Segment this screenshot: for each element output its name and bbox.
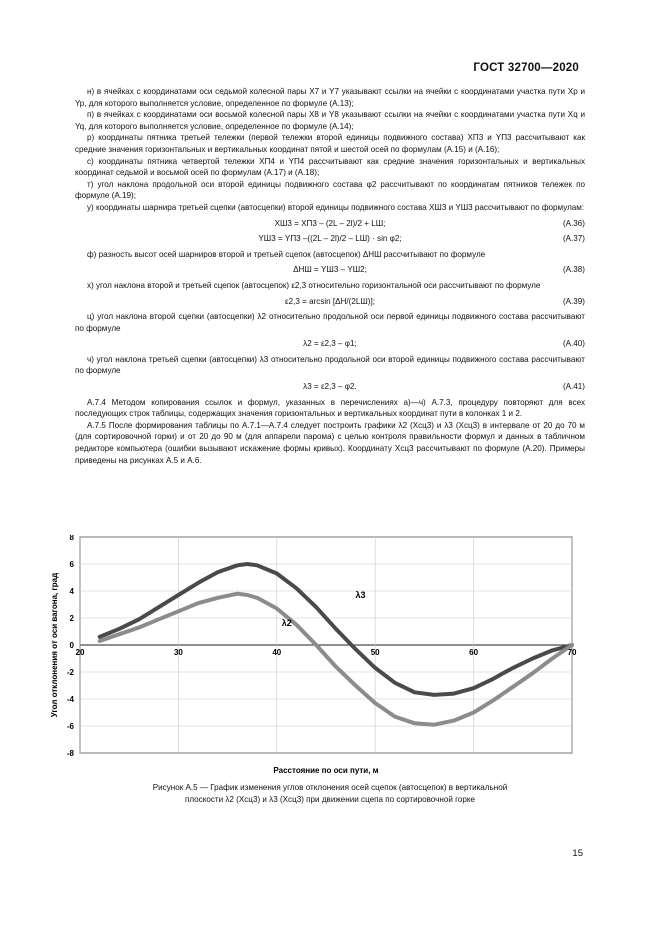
x-tick-label: 50 [370,648,380,657]
series-label-lambda2: λ2 [281,618,292,629]
y-axis-label: Угол отклонения от оси вагона, град [50,572,59,718]
x-tick-label: 20 [75,648,85,657]
paragraph-a75: А.7.5 После формирования таблицы по А.7.1—А.7.4 следует построить графики λ2 (Xсц3) и λ3 (Xсц3) в интервале от 20 до 70 м (для сортировочной горки) и от 20 до 90 м (для аппарели парома) с целью контроля правильности формул и данных в табличном редакторе компьютера (ошибки вызывают искажение формы кривых). Координату Xсц3 рассчитывают по формуле (А.20). Примеры приведены на рисунках А.5 и А.6. [75,420,585,465]
formula-number: (А.39) [562,296,585,306]
body-text [75,86,585,466]
y-tick-label: -6 [66,722,74,731]
formula-number: (А.36) [562,218,585,228]
formula-expr: YШ3 = YП3 –((2L – 2l)/2 – LШ) · sin φ2; [258,234,402,244]
paragraph-p: п) в ячейках с координатами оси восьмой колесной пары X8 и Y8 указывают ссылки на ячейки с координатами участка пути Xq и Yq, для которого выполняется условие, определенное по формуле (А.14); [75,110,585,131]
formula-expr: λ3 = ε2,3 – φ2. [303,382,357,392]
paragraph-h: х) угол наклона второй и третьей сцепок (автосцепок) ε2,3 относительно горизонтальной оси рассчитывают по формуле [87,280,541,290]
formula-number: (А.38) [562,265,585,275]
formula-a38 [75,264,585,276]
paragraph-s: с) координаты пятника четвертой тележки XП4 и YП4 рассчитывают как средние значения горизонтальных и вертикальных координат седьмой и восьмой осей по формулам (А.17) и (А.18); [75,156,585,178]
formula-expr: λ2 = ε2,3 – φ1; [303,339,357,349]
y-tick-label: 0 [69,641,74,650]
y-tick-label: -8 [66,749,74,758]
formula-a36 [75,218,585,230]
formula-a37 [75,233,585,245]
paragraph-a74: А.7.4 Методом копирования ссылок и формул, указанных в перечислениях а)—ч) А.7.3, процедуру повторяют для всех последующих строк таблицы, содержащих значения горизонтальных и вертикальных координат пути в колонках 1 и 2. [75,397,585,419]
y-tick-label: -2 [66,668,74,677]
formula-a41 [75,381,585,393]
formula-expr: ε2,3 = arcsin [ΔH/(2LШ)]; [285,296,375,306]
page-number: 15 [572,848,583,859]
formula-expr: XШ3 = XП3 – (2L – 2l)/2 + LШ; [274,218,386,228]
angle-chart [45,535,605,780]
paragraph-f: ф) разность высот осей шарниров второй и третьей сцепок (автосцепок) ΔHШ рассчитывают по формуле [87,249,486,259]
x-tick-label: 40 [272,648,282,657]
formula-number: (А.40) [562,339,585,349]
series-label-lambda3: λ3 [355,589,366,600]
formula-a39 [75,296,585,308]
x-axis-label: Расстояние по оси пути, м [273,766,379,775]
x-tick-label: 30 [173,648,183,657]
x-tick-label: 70 [567,648,577,657]
paragraph-u: у) координаты шарнира третьей сцепки (автосцепки) второй единицы подвижного состава XШ3 и YШ3 рассчитывают по формулам: [87,202,585,212]
x-tick-label: 60 [469,648,479,657]
y-tick-label: 2 [69,614,74,623]
paragraph-n: н) в ячейках с координатами оси седьмой колесной пары X7 и Y7 указывают ссылки на ячейки с координатами участка пути Xp и Yp, для которого выполняется условие, определенное по формуле (А.13); [75,87,585,108]
formula-a40 [75,338,585,350]
y-tick-label: 4 [69,587,74,596]
standard-header: ГОСТ 32700—2020 [473,62,579,74]
y-tick-label: 6 [69,560,74,569]
formula-number: (А.37) [562,234,585,244]
formula-expr: ΔHШ = YШ3 – YШ2; [293,265,367,275]
caption-line-2: плоскости λ2 (Xсц3) и λ3 (Xсц3) при движении сцепа по сортировочной горке [184,794,476,804]
y-tick-label: 8 [69,535,74,542]
paragraph-ch: ч) угол наклона третьей сцепки (автосцепки) λ3 относительно продольной оси второй единицы подвижного состава рассчитывают по формуле [75,354,585,376]
formula-number: (А.41) [562,382,585,392]
caption-line-1: Рисунок А.5 — График изменения углов отклонения осей сцепок (автосцепок) в вертикальной [152,783,508,792]
paragraph-r: р) координаты пятника третьей тележки (первой тележки второй единицы подвижного состава) XП3 и YП3 рассчитывают как средние значения горизонтальных и вертикальных координат пятой и шестой осей по формулам (А.15) и (А.16); [75,133,585,154]
y-tick-label: -4 [66,695,74,704]
paragraph-c: ц) угол наклона второй сцепки (автосцепки) λ2 относительно продольной оси первой единицы подвижного состава рассчитывают по формуле [75,312,585,333]
paragraph-t: т) угол наклона продольной оси второй единицы подвижного состава φ2 рассчитывают по координатам пятников тележек по формуле (А.19); [75,179,585,201]
figure-caption [75,782,585,805]
